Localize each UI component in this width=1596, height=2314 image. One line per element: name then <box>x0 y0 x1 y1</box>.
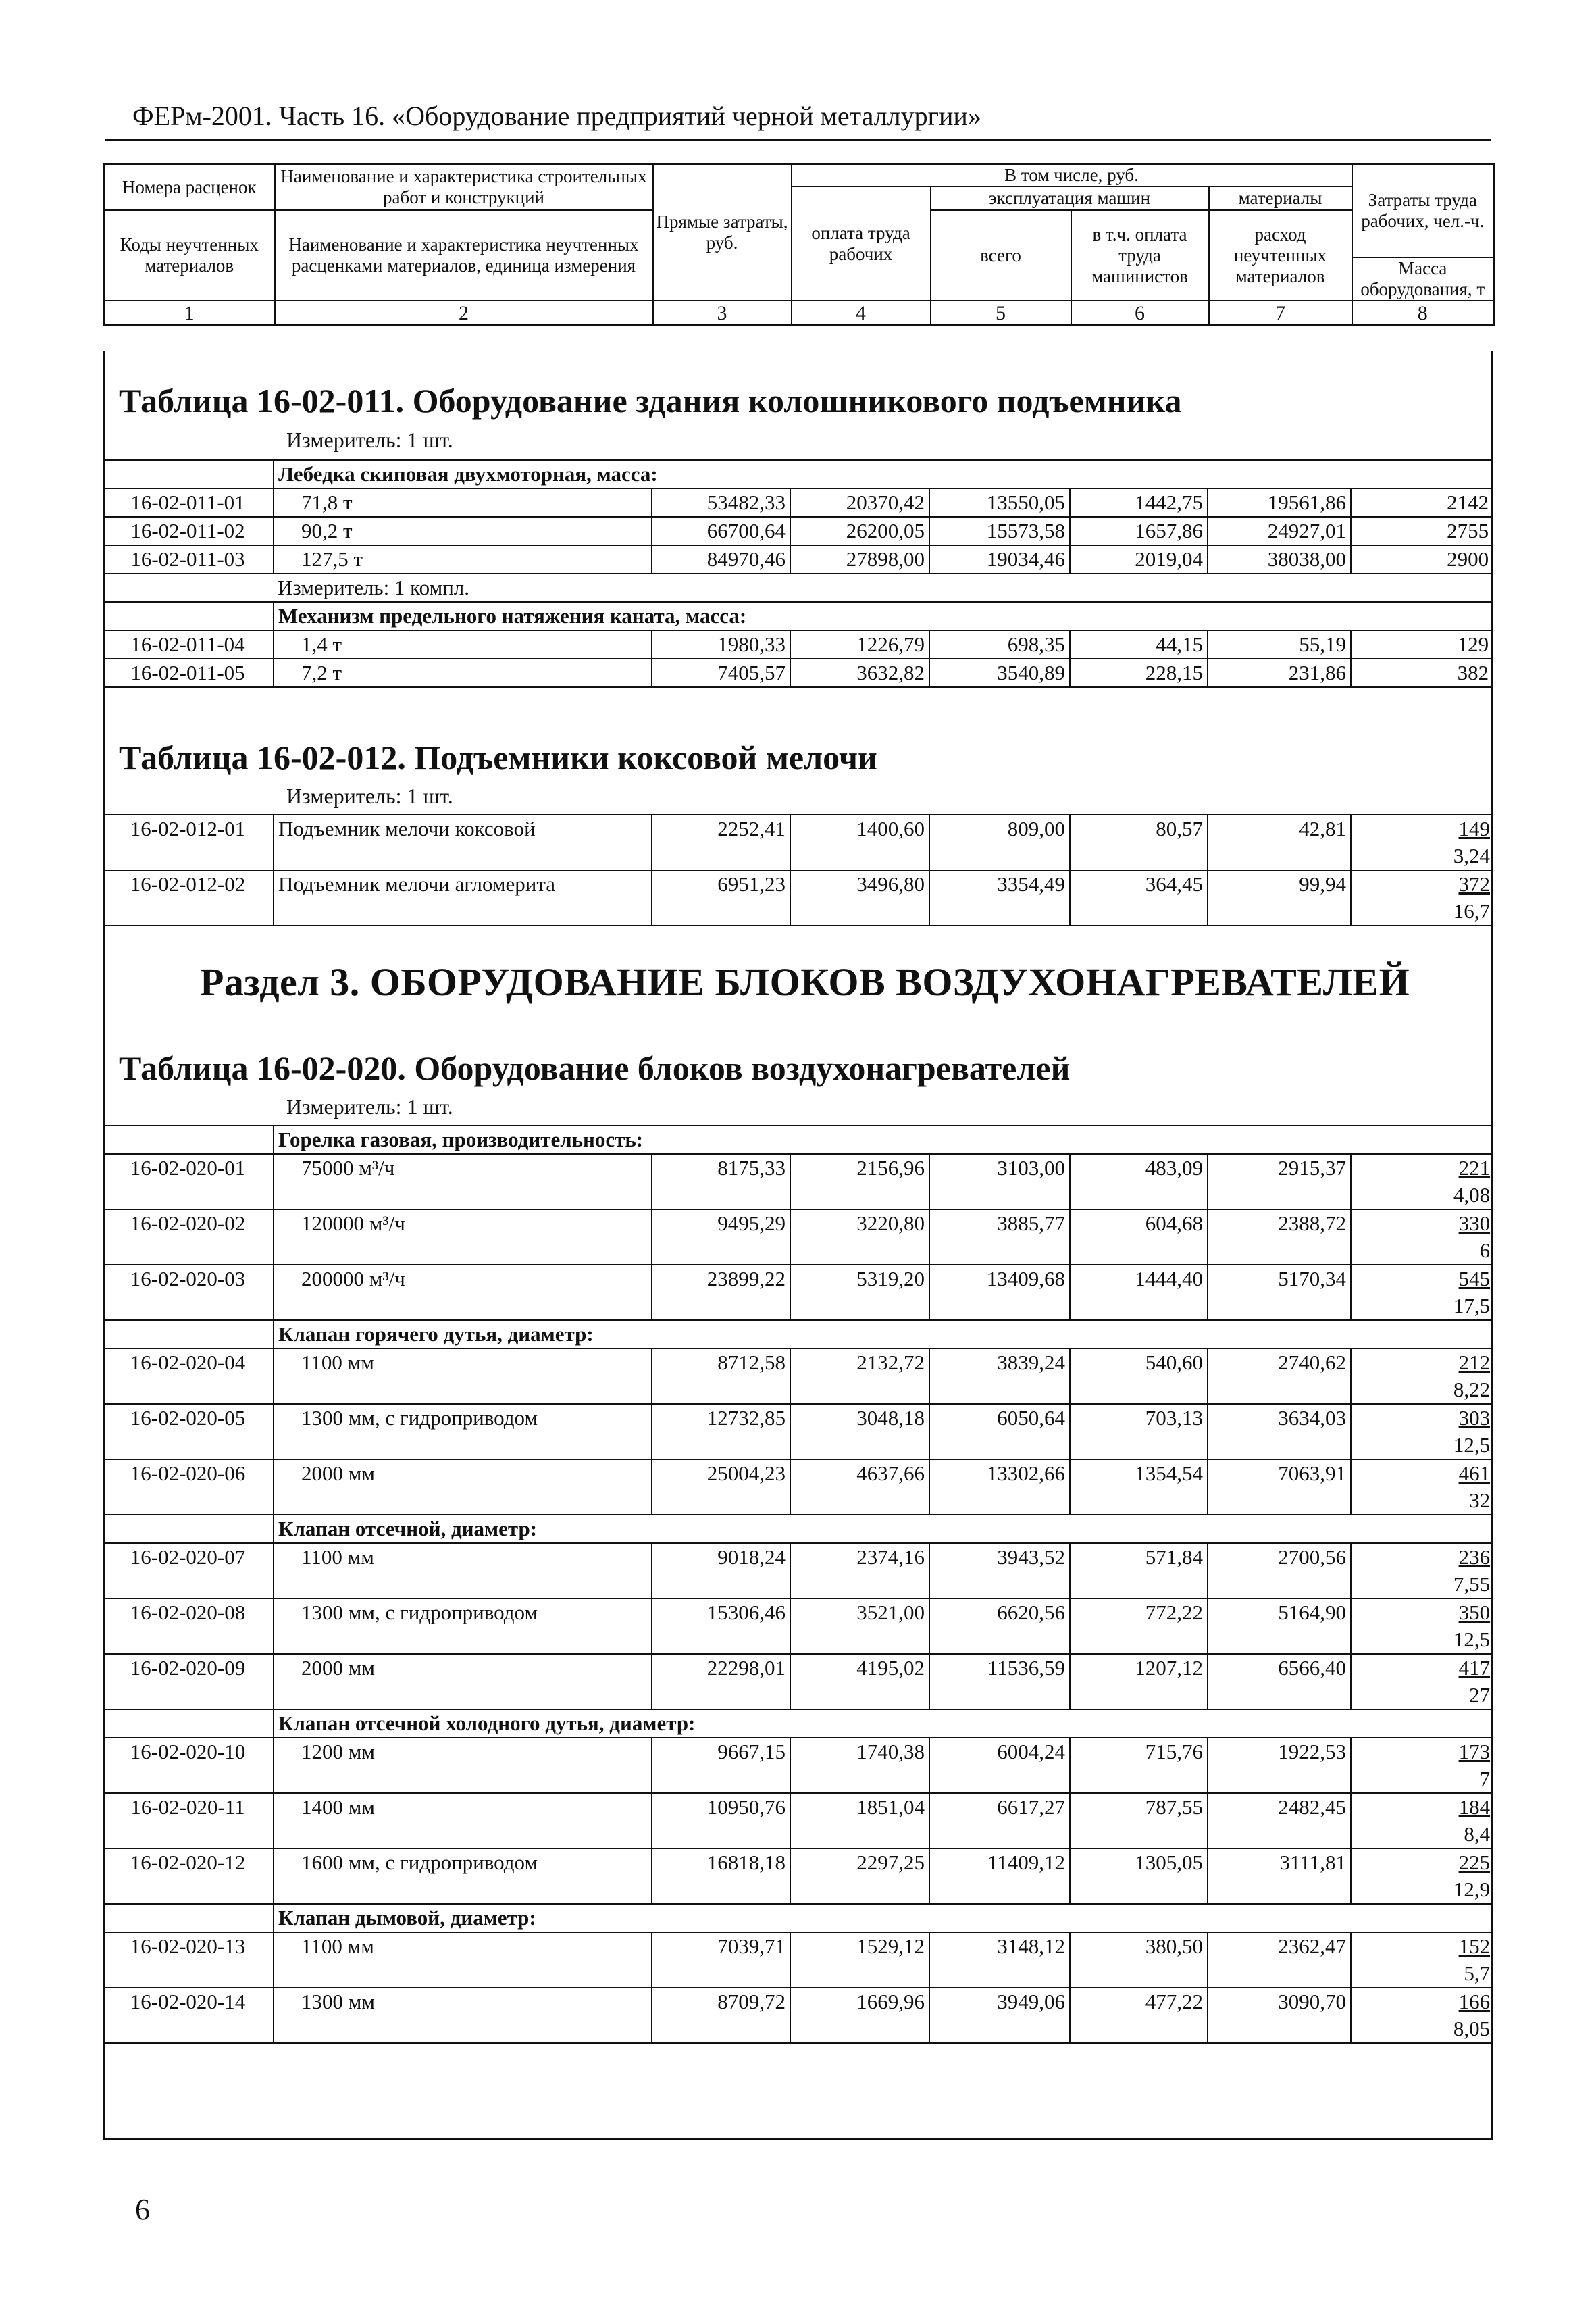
table-row <box>103 1209 1493 1265</box>
material-cost: 2700,56 <box>1208 1543 1351 1599</box>
rate-name: Подъемник мелочи агломерита <box>274 870 652 926</box>
machinist-cost: 80,57 <box>1070 815 1208 870</box>
direct-cost: 84970,46 <box>652 545 790 574</box>
labor-cost: 2132,72 <box>790 1349 929 1404</box>
table-row <box>103 517 1493 545</box>
group-label: Клапан отсечной холодного дутья, диаметр: <box>274 1709 1493 1738</box>
col2-bottom: Наименование и характеристика неучтенных расценками материалов, единица измерения <box>275 210 653 301</box>
table-row <box>103 1654 1493 1709</box>
direct-cost: 66700,64 <box>652 517 790 545</box>
labor-cost: 1529,12 <box>790 1932 929 1988</box>
rate-code: 16-02-011-03 <box>103 545 274 574</box>
material-cost: 24927,01 <box>1208 517 1351 545</box>
group-label: Лебедка скиповая двухмоторная, масса: <box>274 460 1493 488</box>
rate-code: 16-02-020-13 <box>103 1932 274 1988</box>
hours-mass-cell <box>1351 815 1493 870</box>
measure-unit <box>274 574 1493 602</box>
table-row <box>103 545 1493 574</box>
equipment-mass: 32 <box>1469 1488 1491 1512</box>
machinist-cost: 715,76 <box>1070 1738 1208 1793</box>
hours-mass-cell <box>1351 1738 1493 1793</box>
material-cost: 19561,86 <box>1208 488 1351 517</box>
labor-cost: 3496,80 <box>790 870 929 926</box>
rates-table-012 <box>103 814 1493 926</box>
material-cost: 1922,53 <box>1208 1738 1351 1793</box>
equipment-mass: 7,55 <box>1453 1572 1491 1596</box>
machine-cost: 3943,52 <box>929 1543 1070 1599</box>
machinist-cost: 1354,54 <box>1070 1459 1208 1515</box>
rate-code: 16-02-020-03 <box>103 1265 274 1320</box>
equipment-mass: 7 <box>1479 1767 1491 1790</box>
machine-cost: 3885,77 <box>929 1209 1070 1265</box>
material-cost: 42,81 <box>1208 815 1351 870</box>
rate-code: 16-02-020-12 <box>103 1848 274 1904</box>
labor-cost: 26200,05 <box>790 517 929 545</box>
machinist-cost: 703,13 <box>1070 1404 1208 1459</box>
rate-name: 7,2 т <box>274 659 652 687</box>
labor-cost: 1400,60 <box>790 815 929 870</box>
machinist-cost: 364,45 <box>1070 870 1208 926</box>
rate-name: 75000 м³/ч <box>274 1154 652 1209</box>
rate-code: 16-02-011-04 <box>103 630 274 659</box>
measure-unit: Измеритель: 1 шт. <box>286 1095 453 1119</box>
rate-name: Подъемник мелочи коксовой <box>274 815 652 870</box>
rate-code: 16-02-020-05 <box>103 1404 274 1459</box>
rates-table-011a <box>103 459 1493 688</box>
equipment-mass: 8,4 <box>1464 1822 1491 1846</box>
col-number: 8 <box>1352 301 1494 326</box>
table-row <box>103 1265 1493 1320</box>
labor-cost: 27898,00 <box>790 545 929 574</box>
table-row <box>103 1599 1493 1654</box>
material-cost: 5170,34 <box>1208 1265 1351 1320</box>
labor-hours: 152 <box>1458 1934 1491 1958</box>
machinist-cost: 1444,40 <box>1070 1265 1208 1320</box>
labor-cost: 2297,25 <box>790 1848 929 1904</box>
rate-name: 1100 мм <box>274 1349 652 1404</box>
table-row <box>103 1404 1493 1459</box>
material-cost: 3634,03 <box>1208 1404 1351 1459</box>
table-row <box>103 815 1493 870</box>
labor-hours: 417 <box>1458 1656 1491 1680</box>
col6-header: в т.ч. оплата труда машинистов <box>1071 210 1209 301</box>
direct-cost: 23899,22 <box>652 1265 790 1320</box>
hours-mass-cell <box>1351 1349 1493 1404</box>
machine-cost: 13409,68 <box>929 1265 1070 1320</box>
labor-hours: 212 <box>1458 1351 1491 1374</box>
hours-mass-cell <box>1351 1543 1493 1599</box>
equipment-mass: 27 <box>1469 1683 1491 1707</box>
labor-cost: 1669,96 <box>790 1988 929 2043</box>
equipment-mass: 8,05 <box>1453 2017 1491 2040</box>
material-cost: 3090,70 <box>1208 1988 1351 2043</box>
measure-unit: Измеритель: 1 шт. <box>286 428 453 452</box>
machinist-cost: 1305,05 <box>1070 1848 1208 1904</box>
machinist-cost: 571,84 <box>1070 1543 1208 1599</box>
material-cost: 3111,81 <box>1208 1848 1351 1904</box>
hours-mass-cell <box>1351 1848 1493 1904</box>
table-row <box>103 1738 1493 1793</box>
labor-hours: 461 <box>1458 1461 1491 1485</box>
rate-code: 16-02-012-01 <box>103 815 274 870</box>
labor-hours: 173 <box>1458 1740 1491 1763</box>
labor-cost: 4637,66 <box>790 1459 929 1515</box>
machinist-cost: 483,09 <box>1070 1154 1208 1209</box>
machinist-cost: 477,22 <box>1070 1988 1208 2043</box>
machine-cost: 3103,00 <box>929 1154 1070 1209</box>
rate-name: 90,2 т <box>274 517 652 545</box>
hours-mass-cell <box>1351 1599 1493 1654</box>
rate-name: 71,8 т <box>274 488 652 517</box>
direct-cost: 25004,23 <box>652 1459 790 1515</box>
labor-hours: 330 <box>1458 1211 1491 1235</box>
direct-cost: 15306,46 <box>652 1599 790 1654</box>
col-number: 7 <box>1209 301 1352 326</box>
equipment-mass: 12,9 <box>1453 1878 1491 1901</box>
labor-hours: 225 <box>1458 1851 1491 1874</box>
col-number: 4 <box>792 301 931 326</box>
labor-cost: 5319,20 <box>790 1265 929 1320</box>
page-number: 6 <box>135 2193 150 2226</box>
labor-hours: 2755 <box>1351 517 1493 545</box>
machine-cost: 6617,27 <box>929 1793 1070 1848</box>
measure-unit: Измеритель: 1 шт. <box>286 784 453 808</box>
labor-hours: 303 <box>1458 1406 1491 1430</box>
machine-cost: 13302,66 <box>929 1459 1070 1515</box>
machine-cost: 809,00 <box>929 815 1070 870</box>
material-cost: 2362,47 <box>1208 1932 1351 1988</box>
col-number: 3 <box>653 301 792 326</box>
machine-cost: 6050,64 <box>929 1404 1070 1459</box>
col8-bottom: Масса оборудования, т <box>1352 257 1494 301</box>
rate-code: 16-02-020-10 <box>103 1738 274 1793</box>
labor-hours: 236 <box>1458 1545 1491 1569</box>
machinist-cost: 787,55 <box>1070 1793 1208 1848</box>
material-cost: 7063,91 <box>1208 1459 1351 1515</box>
labor-hours: 382 <box>1351 659 1493 687</box>
rate-code: 16-02-020-01 <box>103 1154 274 1209</box>
group-label: Клапан отсечной, диаметр: <box>274 1515 1493 1543</box>
equipment-mass: 6 <box>1479 1238 1491 1262</box>
rate-code: 16-02-020-09 <box>103 1654 274 1709</box>
direct-cost: 16818,18 <box>652 1848 790 1904</box>
page-header: ФЕРм-2001. Часть 16. «Оборудование предприятий черной металлургии» <box>132 101 981 131</box>
rate-code: 16-02-020-07 <box>103 1543 274 1599</box>
hours-mass-cell <box>1351 1209 1493 1265</box>
direct-cost: 2252,41 <box>652 815 790 870</box>
hours-mass-cell <box>1351 1154 1493 1209</box>
hours-mass-cell <box>1351 1459 1493 1515</box>
labor-cost: 1851,04 <box>790 1793 929 1848</box>
group-label: Горелка газовая, производительность: <box>274 1126 1493 1154</box>
col-number: 6 <box>1071 301 1209 326</box>
equipment-mass: 12,5 <box>1453 1433 1491 1457</box>
materials-header: материалы <box>1209 186 1352 210</box>
machinist-cost: 540,60 <box>1070 1349 1208 1404</box>
labor-cost: 20370,42 <box>790 488 929 517</box>
material-cost: 55,19 <box>1208 630 1351 659</box>
table-row <box>103 1988 1493 2043</box>
table-title: Таблица 16-02-020. Оборудование блоков воздухонагревателей <box>119 1049 1071 1087</box>
direct-cost: 9667,15 <box>652 1738 790 1793</box>
rate-name: 120000 м³/ч <box>274 1209 652 1265</box>
hours-mass-cell <box>1351 1654 1493 1709</box>
col7-header: расход неучтенных материалов <box>1209 210 1352 301</box>
rate-name: 1100 мм <box>274 1543 652 1599</box>
hours-mass-cell <box>1351 1265 1493 1320</box>
rate-name: 2000 мм <box>274 1654 652 1709</box>
machines-header: эксплуатация машин <box>931 186 1209 210</box>
labor-hours: 166 <box>1458 1990 1491 2013</box>
column-header-table <box>103 163 1495 326</box>
col2-top: Наименование и характеристика строительных работ и конструкций <box>275 164 653 211</box>
hours-mass-cell <box>1351 1932 1493 1988</box>
labor-hours: 2142 <box>1351 488 1493 517</box>
table-row <box>103 630 1493 659</box>
table-title: Таблица 16-02-012. Подъемники коксовой мелочи <box>119 738 877 776</box>
material-cost: 99,94 <box>1208 870 1351 926</box>
labor-hours: 350 <box>1458 1601 1491 1624</box>
machinist-cost: 2019,04 <box>1070 545 1208 574</box>
direct-cost: 12732,85 <box>652 1404 790 1459</box>
table-row <box>103 870 1493 926</box>
equipment-mass: 16,7 <box>1453 899 1490 923</box>
table-title: Таблица 16-02-011. Оборудование здания колошникового подъемника <box>119 382 1182 420</box>
labor-cost: 1226,79 <box>790 630 929 659</box>
labor-hours: 221 <box>1458 1156 1491 1180</box>
equipment-mass: 3,24 <box>1453 844 1490 867</box>
labor-hours: 149 <box>1458 817 1490 840</box>
rate-code: 16-02-020-06 <box>103 1459 274 1515</box>
labor-hours: 545 <box>1458 1267 1491 1290</box>
table-row <box>103 1459 1493 1515</box>
machine-cost: 3354,49 <box>929 870 1070 926</box>
machinist-cost: 1657,86 <box>1070 517 1208 545</box>
incl-header: В том числе, руб. <box>792 164 1352 187</box>
table-row <box>103 1848 1493 1904</box>
equipment-mass: 5,7 <box>1464 1961 1491 1985</box>
machinist-cost: 44,15 <box>1070 630 1208 659</box>
rate-name: 1300 мм, с гидроприводом <box>274 1599 652 1654</box>
table-row <box>103 1154 1493 1209</box>
table-row <box>103 1932 1493 1988</box>
material-cost: 2915,37 <box>1208 1154 1351 1209</box>
equipment-mass: 4,08 <box>1453 1183 1491 1207</box>
machine-cost: 698,35 <box>929 630 1070 659</box>
rate-name: 1,4 т <box>274 630 652 659</box>
equipment-mass: 12,5 <box>1453 1628 1491 1651</box>
col8-top: Затраты труда рабочих, чел.-ч. <box>1352 164 1494 258</box>
col5-header: всего <box>931 210 1071 301</box>
table-row <box>103 488 1493 517</box>
rate-code: 16-02-020-04 <box>103 1349 274 1404</box>
rate-code: 16-02-020-08 <box>103 1599 274 1654</box>
rates-table-020 <box>103 1125 1493 2044</box>
machinist-cost: 380,50 <box>1070 1932 1208 1988</box>
material-cost: 2388,72 <box>1208 1209 1351 1265</box>
machine-cost: 3540,89 <box>929 659 1070 687</box>
machinist-cost: 1207,12 <box>1070 1654 1208 1709</box>
measure-unit-text: Измеритель: 1 компл. <box>278 576 470 599</box>
machine-cost: 11409,12 <box>929 1848 1070 1904</box>
machine-cost: 15573,58 <box>929 517 1070 545</box>
machinist-cost: 604,68 <box>1070 1209 1208 1265</box>
machine-cost: 6004,24 <box>929 1738 1070 1793</box>
rate-code: 16-02-020-02 <box>103 1209 274 1265</box>
rate-name: 1600 мм, с гидроприводом <box>274 1848 652 1904</box>
labor-cost: 2156,96 <box>790 1154 929 1209</box>
group-label: Клапан дымовой, диаметр: <box>274 1904 1493 1932</box>
table-row <box>103 1793 1493 1848</box>
rate-code: 16-02-020-14 <box>103 1988 274 2043</box>
col-number: 2 <box>275 301 653 326</box>
machine-cost: 13550,05 <box>929 488 1070 517</box>
machine-cost: 6620,56 <box>929 1599 1070 1654</box>
col-number: 5 <box>931 301 1071 326</box>
material-cost: 38038,00 <box>1208 545 1351 574</box>
rate-name: 127,5 т <box>274 545 652 574</box>
direct-cost: 7039,71 <box>652 1932 790 1988</box>
header-rule <box>105 139 1491 141</box>
direct-cost: 6951,23 <box>652 870 790 926</box>
direct-cost: 22298,01 <box>652 1654 790 1709</box>
labor-cost: 3048,18 <box>790 1404 929 1459</box>
direct-cost: 9018,24 <box>652 1543 790 1599</box>
equipment-mass: 8,22 <box>1453 1378 1491 1401</box>
col-number: 1 <box>104 301 275 326</box>
equipment-mass: 17,5 <box>1453 1294 1491 1317</box>
machine-cost: 3949,06 <box>929 1988 1070 2043</box>
col1-top: Номера расценок <box>104 164 275 211</box>
labor-cost: 3220,80 <box>790 1209 929 1265</box>
machine-cost: 3148,12 <box>929 1932 1070 1988</box>
labor-hours: 184 <box>1458 1795 1491 1819</box>
labor-cost: 3632,82 <box>790 659 929 687</box>
rate-code: 16-02-011-01 <box>103 488 274 517</box>
machine-cost: 11536,59 <box>929 1654 1070 1709</box>
direct-cost: 1980,33 <box>652 630 790 659</box>
labor-hours: 2900 <box>1351 545 1493 574</box>
direct-cost: 10950,76 <box>652 1793 790 1848</box>
rate-name: 200000 м³/ч <box>274 1265 652 1320</box>
rate-name: 1300 мм <box>274 1988 652 2043</box>
labor-cost: 4195,02 <box>790 1654 929 1709</box>
rate-code: 16-02-011-02 <box>103 517 274 545</box>
direct-cost: 7405,57 <box>652 659 790 687</box>
col1-bottom: Коды неучтенных материалов <box>104 210 275 301</box>
rate-name: 1400 мм <box>274 1793 652 1848</box>
rate-code: 16-02-012-02 <box>103 870 274 926</box>
material-cost: 6566,40 <box>1208 1654 1351 1709</box>
hours-mass-cell <box>1351 1793 1493 1848</box>
machinist-cost: 1442,75 <box>1070 488 1208 517</box>
labor-cost: 2374,16 <box>790 1543 929 1599</box>
material-cost: 2482,45 <box>1208 1793 1351 1848</box>
group-label: Клапан горячего дутья, диаметр: <box>274 1320 1493 1349</box>
direct-cost: 8712,58 <box>652 1349 790 1404</box>
labor-cost: 1740,38 <box>790 1738 929 1793</box>
material-cost: 231,86 <box>1208 659 1351 687</box>
col4-header: оплата труда рабочих <box>792 186 931 301</box>
hours-mass-cell <box>1351 1988 1493 2043</box>
machine-cost: 19034,46 <box>929 545 1070 574</box>
rate-code: 16-02-020-11 <box>103 1793 274 1848</box>
machinist-cost: 772,22 <box>1070 1599 1208 1654</box>
direct-cost: 8175,33 <box>652 1154 790 1209</box>
material-cost: 5164,90 <box>1208 1599 1351 1654</box>
direct-cost: 8709,72 <box>652 1988 790 2043</box>
table-row <box>103 1349 1493 1404</box>
col3-header: Прямые затраты, руб. <box>653 164 792 301</box>
rate-code: 16-02-011-05 <box>103 659 274 687</box>
rate-name: 2000 мм <box>274 1459 652 1515</box>
group-label: Механизм предельного натяжения каната, масса: <box>274 602 1493 630</box>
rate-name: 1200 мм <box>274 1738 652 1793</box>
hours-mass-cell <box>1351 1404 1493 1459</box>
machinist-cost: 228,15 <box>1070 659 1208 687</box>
direct-cost: 9495,29 <box>652 1209 790 1265</box>
machine-cost: 3839,24 <box>929 1349 1070 1404</box>
direct-cost: 53482,33 <box>652 488 790 517</box>
rate-name: 1100 мм <box>274 1932 652 1988</box>
labor-hours: 129 <box>1351 630 1493 659</box>
labor-hours: 372 <box>1458 872 1490 896</box>
rate-name: 1300 мм, с гидроприводом <box>274 1404 652 1459</box>
hours-mass-cell <box>1351 870 1493 926</box>
table-row <box>103 1543 1493 1599</box>
labor-cost: 3521,00 <box>790 1599 929 1654</box>
section-title: Раздел 3. ОБОРУДОВАНИЕ БЛОКОВ ВОЗДУХОНАГРЕВАТЕЛЕЙ <box>200 960 1410 1004</box>
table-row <box>103 659 1493 687</box>
material-cost: 2740,62 <box>1208 1349 1351 1404</box>
